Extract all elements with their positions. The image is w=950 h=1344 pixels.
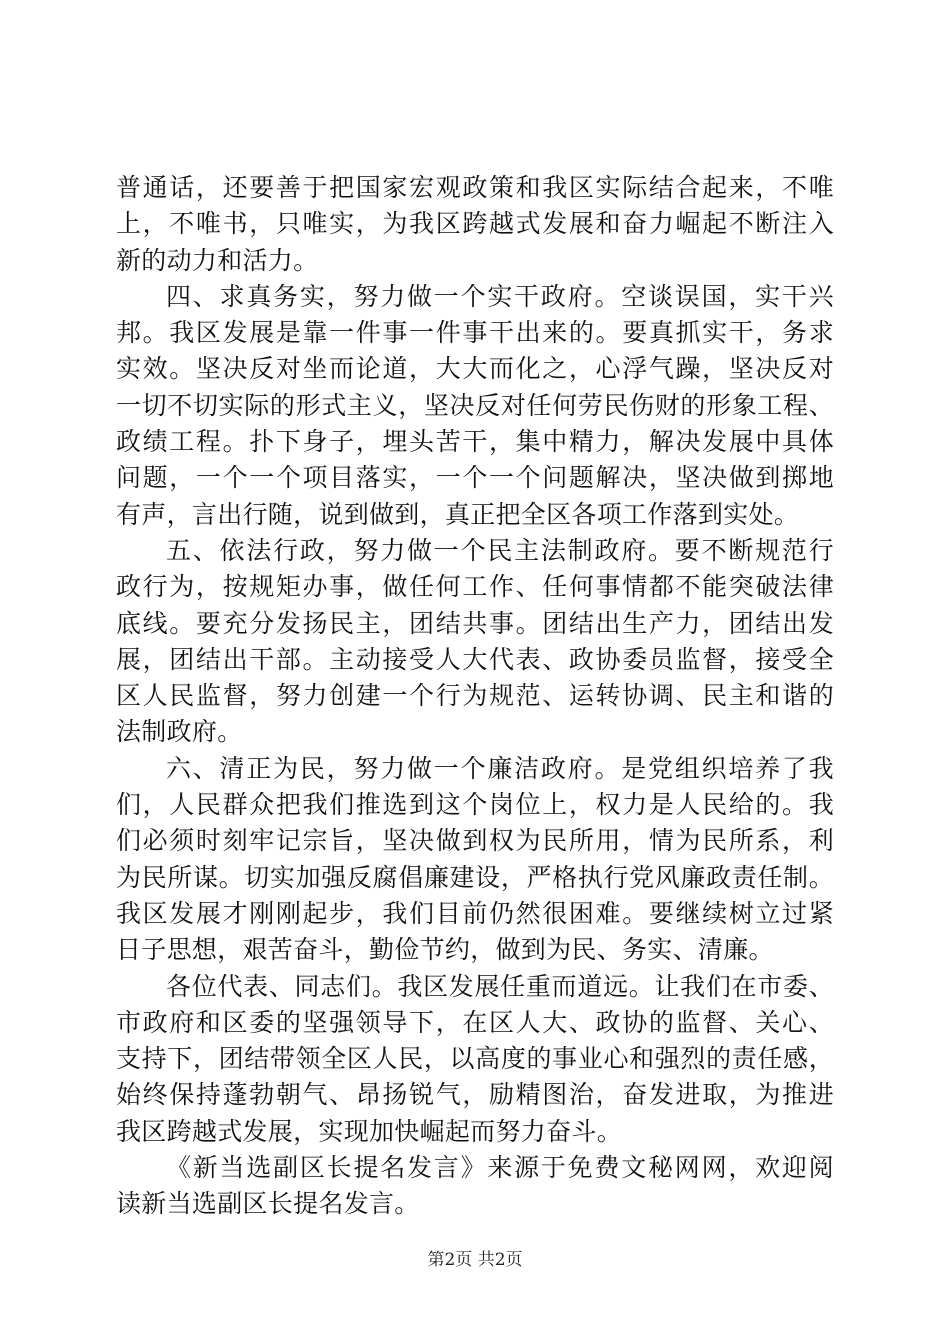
paragraph-source-note [116,1150,834,1223]
text-line: 政行为，按规矩办事，做任何工作、任何事情都不能突破法律 [116,572,834,602]
document-body [116,170,834,1223]
text-line: 《新当选副区长提名发言》来源于免费文秘网网，欢迎阅 [166,1153,834,1183]
text-line: 展，团结出干部。主动接受人大代表、政协委员监督，接受全 [116,644,834,674]
text-line: 法制政府。 [116,717,243,747]
text-line: 支持下，团结带领全区人民，以高度的事业心和强烈的责任感， [116,1044,834,1074]
text-line: 始终保持蓬勃朝气、昂扬锐气，励精图治，奋发进取，为推进 [116,1080,834,1110]
text-line: 六、清正为民，努力做一个廉洁政府。是党组织培养了我 [166,753,834,783]
text-line: 我区发展才刚刚起步，我们目前仍然很困难。要继续树立过紧 [116,898,834,928]
text-line: 政绩工程。扑下身子，埋头苦干，集中精力，解决发展中具体 [116,427,834,457]
text-line: 实效。坚决反对坐而论道，大大而化之，心浮气躁，坚决反对 [116,354,834,384]
paragraph-closing [116,969,834,1150]
text-line: 问题，一个一个项目落实，一个一个问题解决，坚决做到掷地 [116,463,834,493]
page-number-footer: 第2页 共2页 [427,1250,523,1270]
text-line: 一切不切实际的形式主义，坚决反对任何劳民伤财的形象工程、 [116,390,834,420]
text-line: 普通话，还要善于把国家宏观政策和我区实际结合起来，不唯 [116,173,834,202]
text-line: 邦。我区发展是靠一件事一件事干出来的。要真抓实干，务求 [116,318,834,348]
text-line: 日子思想，艰苦奋斗，勤俭节约，做到为民、务实、清廉。 [116,935,774,965]
text-line: 四、求真务实，努力做一个实干政府。空谈误国，实干兴 [166,281,834,311]
text-line: 读新当选副区长提名发言。 [116,1189,420,1219]
text-line: 我区跨越式发展，实现加快崛起而努力奋斗。 [116,1116,623,1146]
paragraph-section-six [116,751,834,969]
text-line: 们必须时刻牢记宗旨，坚决做到权为民所用，情为民所系，利 [116,826,834,856]
paragraph-section-four [116,279,834,533]
text-line: 有声，言出行随，说到做到，真正把全区各项工作落到实处。 [116,499,800,529]
text-line: 五、依法行政，努力做一个民主法制政府。要不断规范行 [166,535,834,565]
text-line: 们，人民群众把我们推选到这个岗位上，权力是人民给的。我 [116,790,834,820]
paragraph-continuation [116,170,834,279]
text-line: 市政府和区委的坚强领导下，在区人大、政协的监督、关心、 [116,1007,834,1037]
text-line: 上，不唯书，只唯实，为我区跨越式发展和奋力崛起不断注入 [116,209,834,239]
text-line: 各位代表、同志们。我区发展任重而道远。让我们在市委、 [166,971,834,1001]
text-line: 新的动力和活力。 [116,245,319,275]
text-line: 底线。要充分发扬民主，团结共事。团结出生产力，团结出发 [116,608,834,638]
text-line: 为民所谋。切实加强反腐倡廉建设，严格执行党风廉政责任制。 [116,862,834,892]
text-line: 区人民监督，努力创建一个行为规范、运转协调、民主和谐的 [116,681,834,711]
paragraph-section-five [116,533,834,751]
